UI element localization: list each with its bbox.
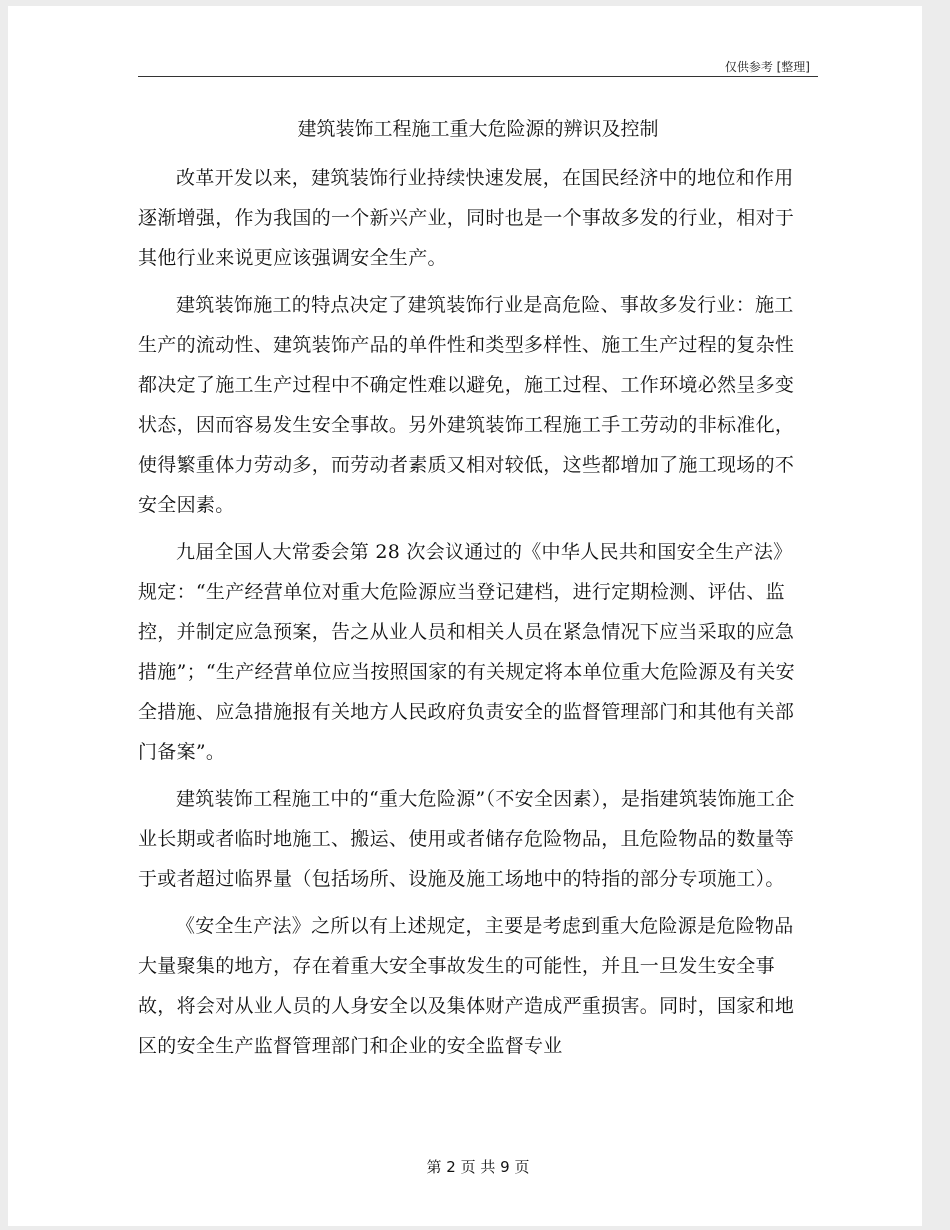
paragraph: 《安全生产法》之所以有上述规定，主要是考虑到重大危险源是危险物品大量聚集的地方，存在着重大安全事故发生的可能性，并且一旦发生安全事故，将会对从业人员的人身安全以及集体财产造成严重损害。同时，国家和地区的安全生产监督管理部门和企业的安全监督专业	[138, 915, 795, 1057]
header-note: 仅供参考 [整理]	[724, 60, 810, 74]
paragraph: 九届全国人大常委会第 28 次会议通过的《中华人民共和国安全生产法》规定：“生产经营单位对重大危险源应当登记建档，进行定期检测、评估、监控，并制定应急预案，告之从业人员和相关人员在紧急情况下应当采取的应急措施”；“生产经营单位应当按照国家的有关规定将本单位重大危险源及有关安全措施、应急措施报有关地方人民政府负责安全的监督管理部门和其他有关部门备案”。	[138, 541, 795, 763]
paragraph: 建筑装饰工程施工中的“重大危险源”（不安全因素），是指建筑装饰施工企业长期或者临时地施工、搬运、使用或者储存危险物品，且危险物品的数量等于或者超过临界量（包括场所、设施及施工场地中的特指的部分专项施工）。	[138, 788, 795, 890]
page-number-footer: 第 2 页 共 9 页	[426, 1158, 530, 1176]
paragraph: 建筑装饰施工的特点决定了建筑装饰行业是高危险、事故多发行业：施工生产的流动性、建筑装饰产品的单件性和类型多样性、施工生产过程的复杂性都决定了施工生产过程中不确定性难以避免，施工过程、工作环境必然呈多变状态，因而容易发生安全事故。另外建筑装饰工程施工手工劳动的非标准化，使得繁重体力劳动多，而劳动者素质又相对较低，这些都增加了施工现场的不安全因素。	[138, 294, 795, 516]
document-title: 建筑装饰工程施工重大危险源的辨识及控制	[297, 118, 659, 140]
document-body	[138, 158, 808, 1073]
document-page	[8, 6, 922, 1226]
header-divider	[138, 76, 818, 77]
paragraph: 改革开发以来，建筑装饰行业持续快速发展，在国民经济中的地位和作用逐渐增强，作为我国的一个新兴产业，同时也是一个事故多发的行业，相对于其他行业来说更应该强调安全生产。	[138, 167, 795, 269]
